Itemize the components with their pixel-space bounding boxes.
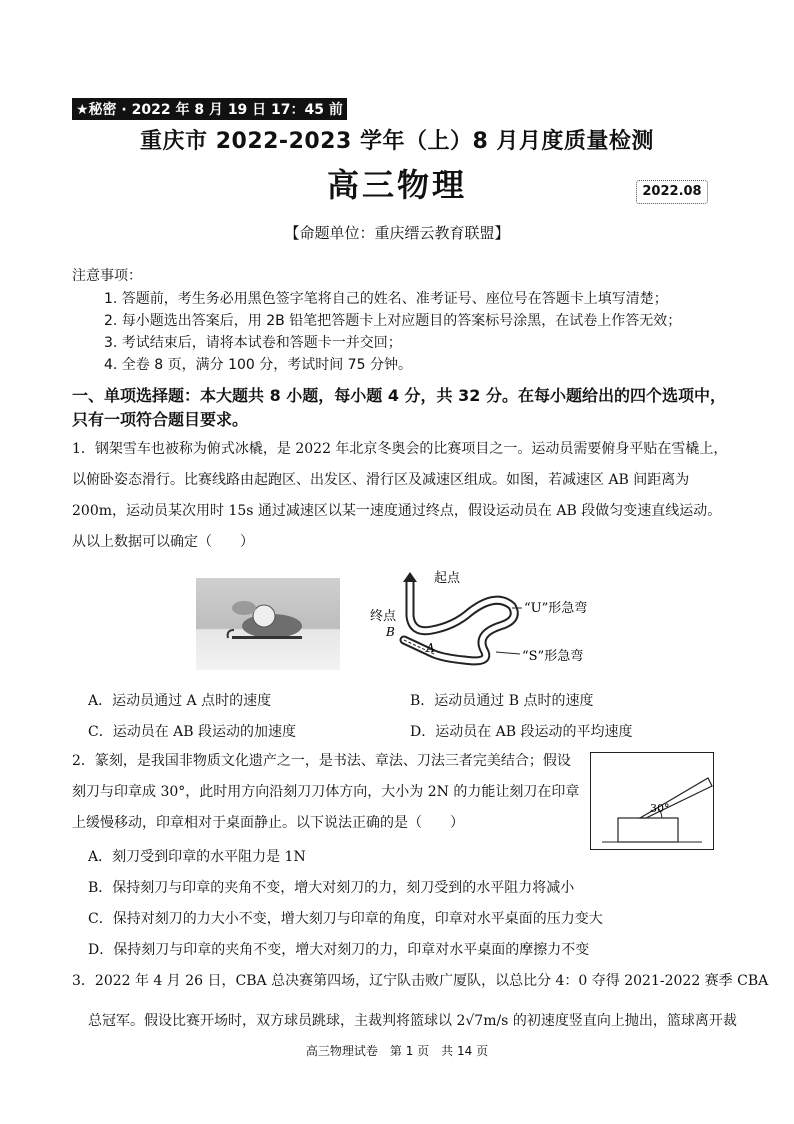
notice-item: 2. 每小题选出答案后，用 2B 铅笔把答题卡上对应题目的答案标号涂黑，在试卷上作答无效； [104,313,682,329]
q3-initial-speed: 2√7m/s [456,1013,509,1029]
notice-heading: 注意事项： [72,268,142,284]
section-heading: 一、单项选择题：本大题共 8 小题，每小题 4 分，共 32 分。在每小题给出的四个选项中，只有一项符合题目要求。 [72,386,726,429]
issuing-unit: 【命题单位：重庆缙云教育联盟】 [284,224,510,242]
q3-text-a: 总冠军。假设比赛开场时，双方球员跳球，主裁判将篮球以 [88,1013,457,1029]
page-footer: 高三物理试卷 第 1 页 共 14 页 [305,1044,489,1058]
start-arrow-icon [403,572,417,582]
q2-option-d[interactable]: D．保持刻刀与印章的夹角不变，增大对刻刀的力，印章对水平桌面的摩擦力不变 [88,942,590,958]
question-3-line-1: 3．2022 年 4 月 26 日，CBA 总决赛第四场，辽宁队击败广厦队，以总比分 4：0 夺得 2021-2022 赛季 CBA [72,973,769,989]
finish-label: 终点 [370,609,397,624]
angle-label: 30° [650,802,670,815]
exam-title: 重庆市 2022-2023 学年（上）8 月月度质量检测 [140,129,654,154]
notice-item: 3. 考试结束后，请将本试卷和答题卡一并交回； [104,335,402,351]
date-badge: 2022.08 [636,180,708,204]
question-2-stem: 2．篆刻，是我国非物质文化遗产之一，是书法、章法、刀法三者完美结合；假设刻刀与印章成 30°，此时用方向沿刻刀刀体方向，大小为 2N 的力能让刻刀在印章上缓慢移动，印章相对于桌面静止。以下说法正确的是（ ） [72,753,580,831]
seal-block [618,818,678,842]
notice-item: 4. 全卷 8 页，满分 100 分，考试时间 75 分钟。 [104,357,412,373]
point-b-label: B [386,625,395,639]
s-turn-label: “S”形急弯 [522,649,584,664]
point-a-label: A [426,641,435,655]
question-1-stem: 1．钢架雪车也被称为俯式冰橇，是 2022 年北京冬奥会的比赛项目之一。运动员需要俯身平贴在雪橇上，以俯卧姿态滑行。比赛线路由起跑区、出发区、滑行区及减速区组成。如图，若减速区 AB 间距离为 200m，运动员某次用时 15s 通过减速区以某一速度通过终点，假设运动员在 AB 段做匀变速直线运动。从以上数据可以确定（ ） [72,441,728,550]
q1-option-b[interactable]: B．运动员通过 B 点时的速度 [410,693,594,709]
q1-option-a[interactable]: A．运动员通过 A 点时的速度 [88,693,272,709]
track-diagram [360,568,640,680]
q1-option-c[interactable]: C．运动员在 AB 段运动的加速度 [88,724,297,740]
subject-title: 高三物理 [326,166,467,204]
seal-carving-diagram [590,752,714,850]
q1-option-d[interactable]: D．运动员在 AB 段运动的平均速度 [410,724,633,740]
notice-item: 1. 答题前，考生务必用黑色签字笔将自己的姓名、准考证号、座位号在答题卡上填写清楚； [104,291,668,307]
question-3-line-2 [88,1006,737,1037]
q2-option-c[interactable]: C．保持对刻刀的力大小不变，增大刻刀与印章的角度，印章对水平桌面的压力变大 [88,911,603,927]
skeleton-sled-photo [196,578,340,670]
start-label: 起点 [434,571,461,586]
q3-text-b: 的初速度竖直向上抛出，篮球离开裁 [508,1013,737,1029]
u-turn-label: “U”形急弯 [524,601,588,616]
q2-option-a[interactable]: A．刻刀受到印章的水平阻力是 1N [88,849,306,865]
q2-option-b[interactable]: B．保持刻刀与印章的夹角不变，增大对刻刀的力，刻刀受到的水平阻力将减小 [88,880,575,896]
confidential-label: ★秘密 · 2022 年 8 月 19 日 17：45 前 [72,98,347,120]
